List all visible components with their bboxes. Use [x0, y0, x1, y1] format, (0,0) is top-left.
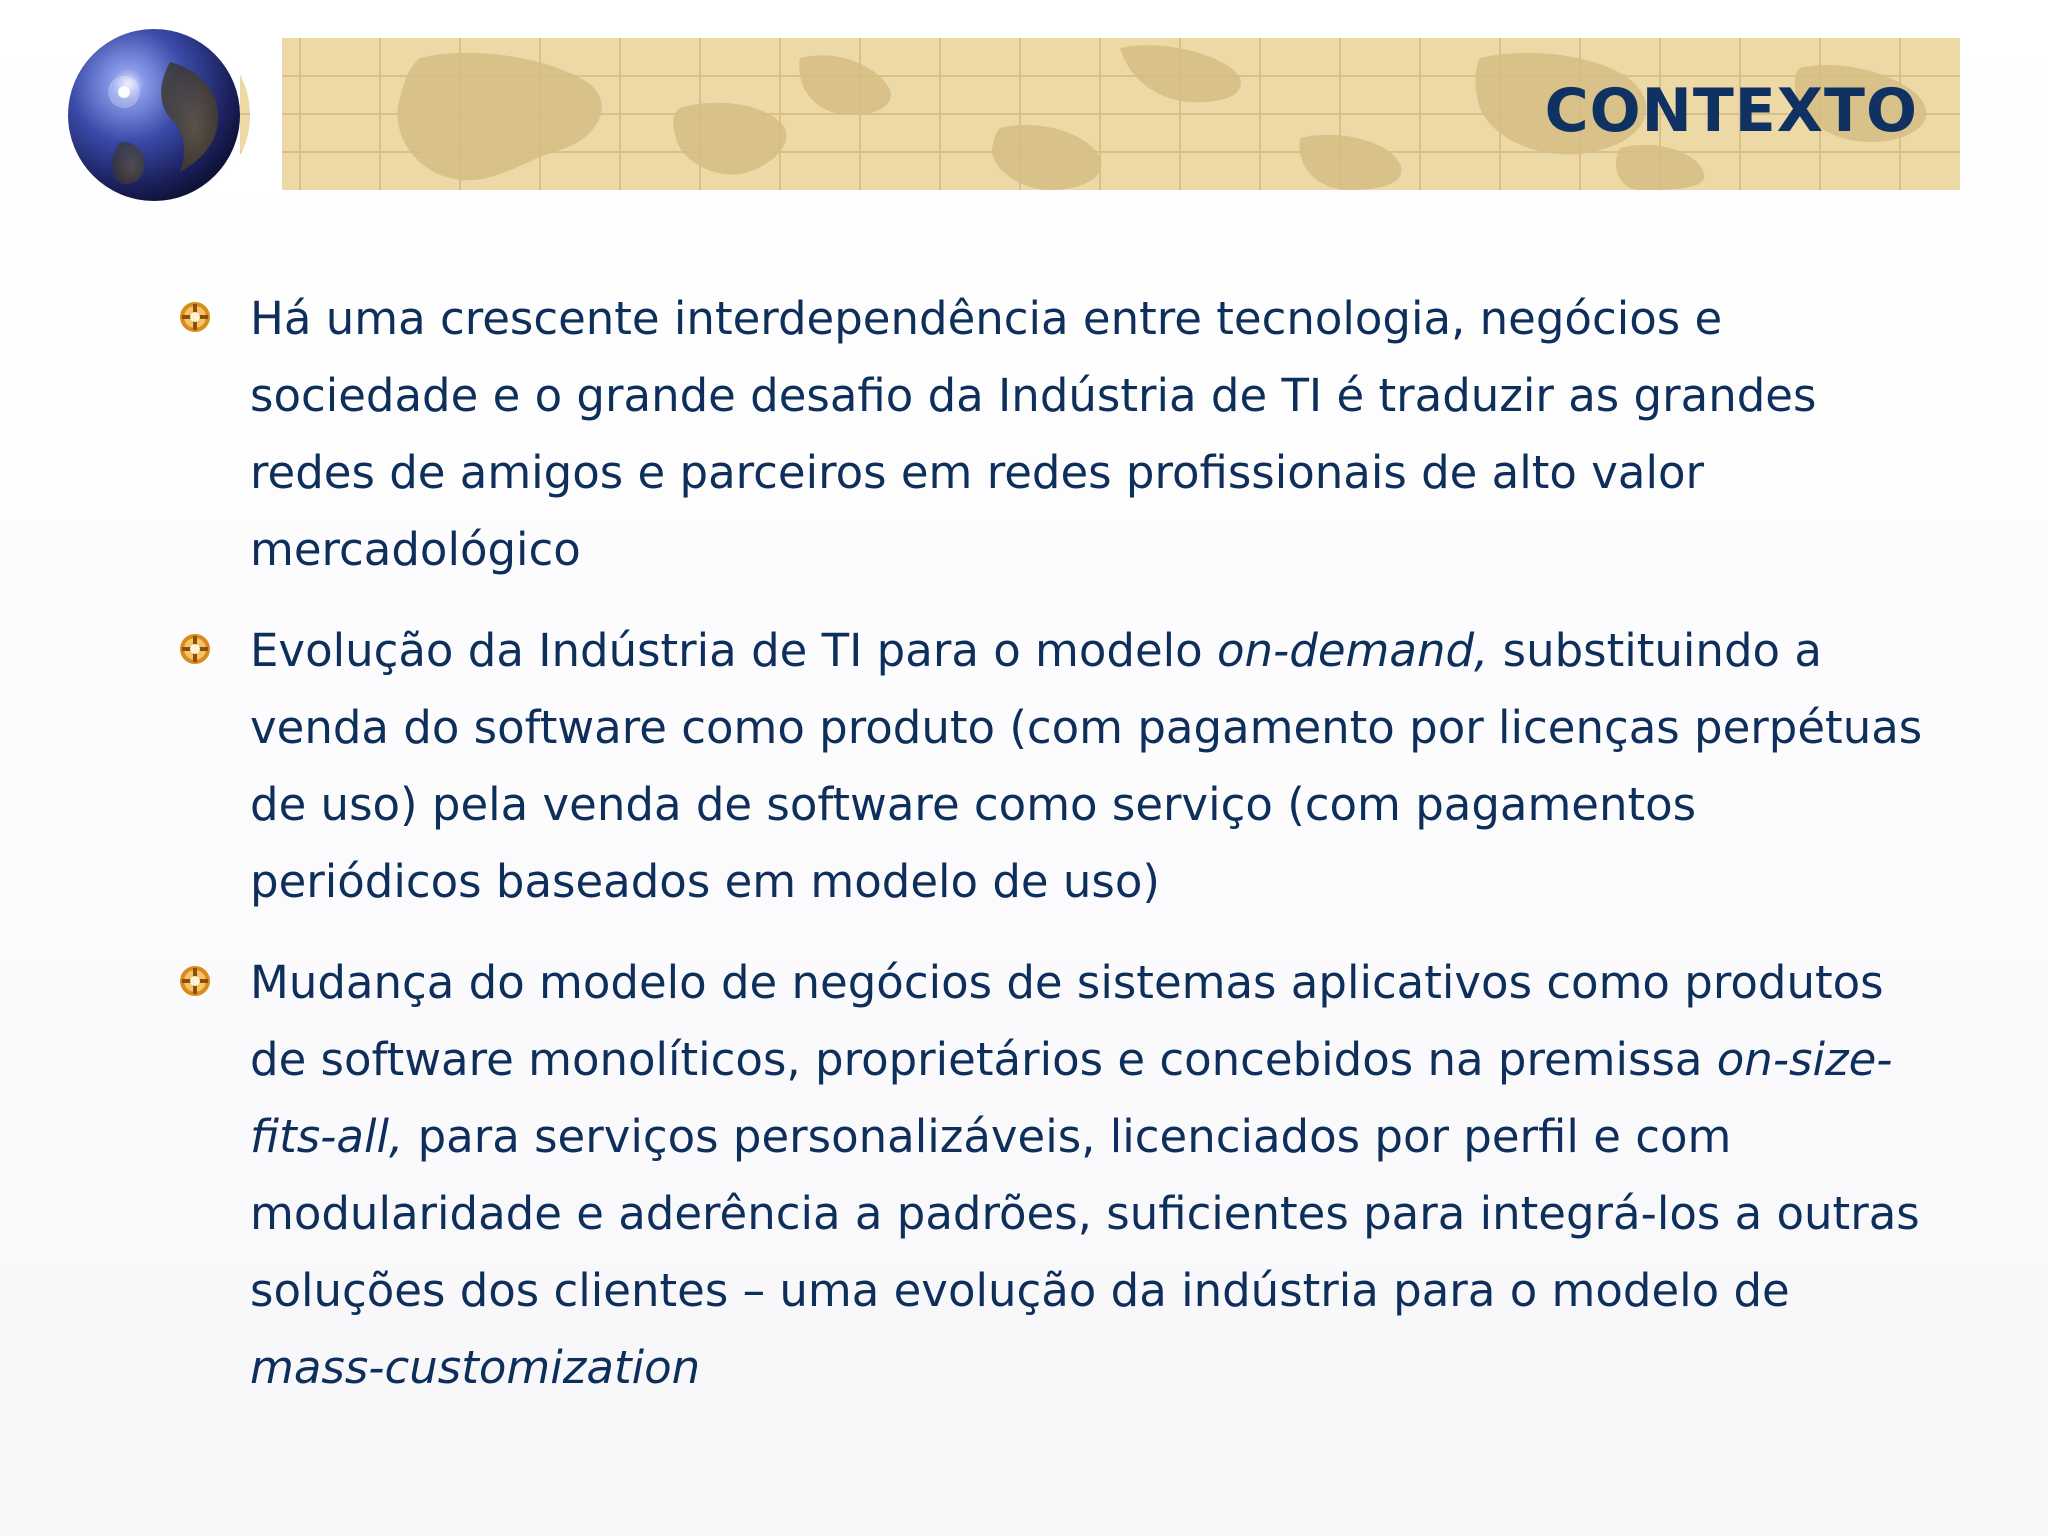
- bullet-text-segment: Há uma crescente interdependência entre tecnologia, negócios e sociedade e o grande desafio da Indústria de TI é traduzir as grandes redes de amigos e parceiros em redes profissionais de alto valor mercadológico: [250, 292, 1817, 576]
- globe-logo: [60, 22, 282, 208]
- bullet-item: [178, 944, 1938, 1406]
- slide-title: CONTEXTO: [1544, 76, 1918, 146]
- bullet-item: [178, 280, 1938, 588]
- gear-bullet-icon: [178, 632, 212, 666]
- bullet-list: [178, 280, 1938, 1430]
- bullet-text: [250, 612, 1938, 920]
- globe-icon: [60, 22, 282, 208]
- gear-bullet-icon: [178, 300, 212, 334]
- bullet-text-italic: on-size-fits-all,: [250, 1033, 1893, 1163]
- bullet-text: [250, 944, 1938, 1406]
- bullet-text-italic: on-demand,: [1217, 624, 1489, 677]
- bullet-item: [178, 612, 1938, 920]
- bullet-text-segment: Mudança do modelo de negócios de sistemas aplicativos como produtos de software monolíticos, proprietários e concebidos na premissa: [250, 956, 1884, 1086]
- gear-bullet-icon: [178, 964, 212, 998]
- bullet-text-segment: Evolução da Indústria de TI para o modelo: [250, 624, 1217, 677]
- bullet-text-italic: mass-customization: [250, 1341, 701, 1394]
- bullet-text-segment: para serviços personalizáveis, licenciados por perfil e com modularidade e aderência a padrões, suficientes para integrá-los a outras soluções dos clientes – uma evolução da indústria para o modelo de: [250, 1110, 1920, 1317]
- bullet-text: [250, 280, 1938, 588]
- bullet-text-segment: substituindo a venda do software como produto (com pagamento por licenças perpétuas de uso) pela venda de software como serviço (com pagamentos periódicos baseados em modelo de uso): [250, 624, 1923, 908]
